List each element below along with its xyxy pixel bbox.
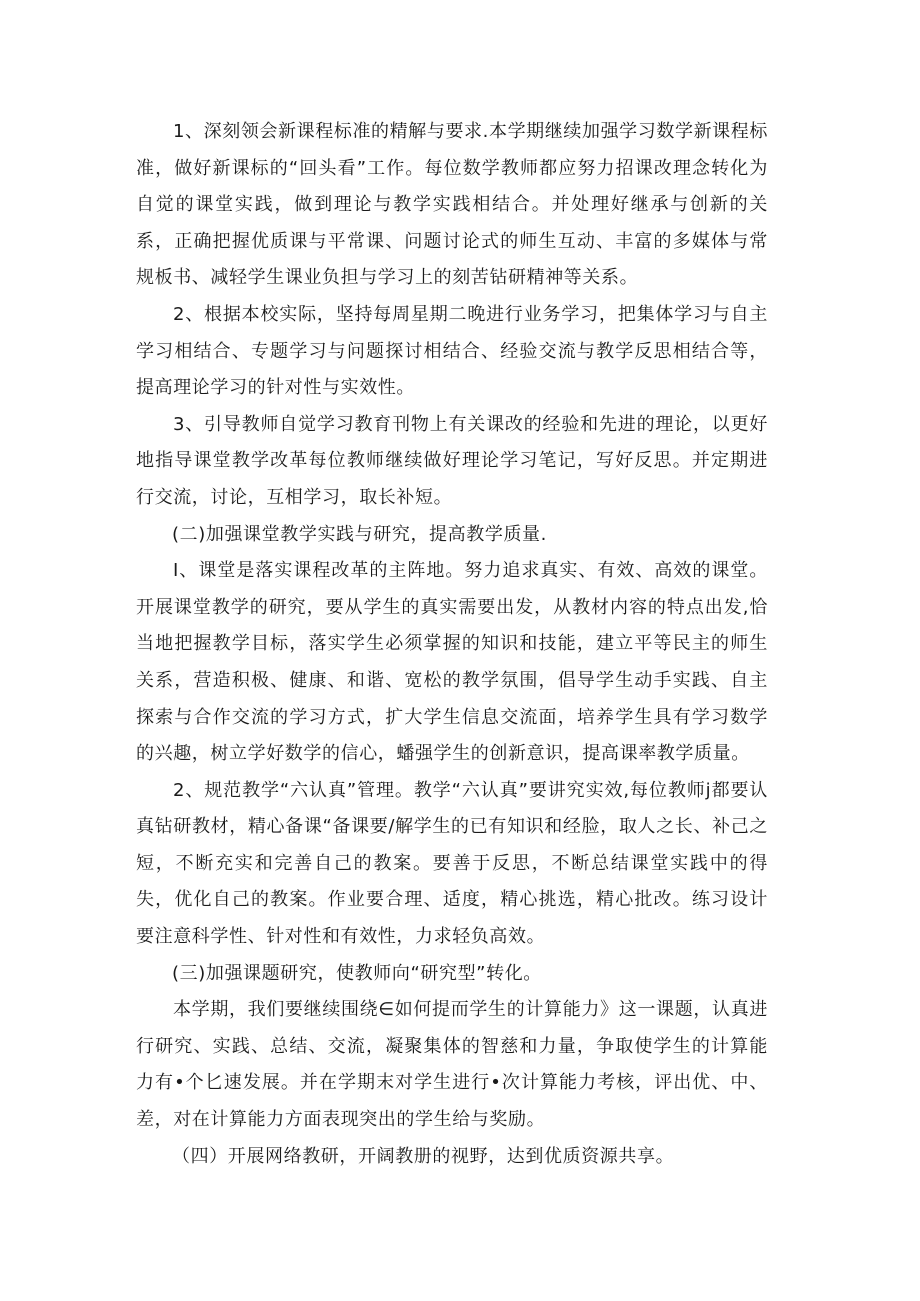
paragraph-6: 本学期，我们要继续围绕∈如何提而学生的计算能力》这一课题，认真进行研究、实践、总结、交流，凝聚集体的智慈和力量，争取使学生的计算能力有•个匕速发展。并在学期末对学生进行•次计算能力考核，评出优、中、差，对在计算能力方面表现突出的学生给与奖励。 (136, 999, 768, 1131)
paragraph-1: 1、深刻领会新课程标准的精解与要求.本学期继续加强学习数学新课程标准，做好新课标的“回头看”工作。每位数学教师都应努力招课改理念转化为自觉的课堂实践，做到理论与教学实践相结合。并处理好继承与创新的关系，正确把握优质课与平常课、问题讨论式的师生互动、丰富的多媒体与常规板书、减轻学生课业负担与学习上的刻苦钻研精神等关系。 (136, 121, 768, 289)
paragraph-5: 2、规范教学“六认真”管理。教学“六认真”要讲究实效,每位教师j都要认真钻研教材，精心备课“备课要/解学生的已有知识和经脸，取人之长、补己之短，不断充实和完善自己的教案。要善于反思，不断总结课堂实践中的得失，优化自己的教案。作业要合理、适度，精心挑选，精心批改。练习设计要注意科学性、针对性和有效性，力求轻负高效。 (136, 779, 768, 948)
section-heading-2: (二)加强课堂教学实践与研究，提高教学质量. (172, 523, 547, 545)
paragraph-2: 2、根据本校实际，坚持每周星期二晚进行业务学习，把集体学习与自主学习相结合、专题学习与问题探讨相结合、经验交流与教学反思相结合等，提高理论学习的针对性与实效性。 (136, 303, 768, 399)
paragraph-3: 3、引导教师自觉学习教育刊物上有关课改的经验和先进的理论，以更好地指导课堂教学改革每位教师继续做好理论学习笔记，写好反思。并定期进行交流，讨论，互相学习，取长补短。 (136, 413, 768, 508)
paragraph-4: I、课堂是落实课程改革的主阵地。努力追求真实、有效、高效的课堂。开展课堂教学的研究，要从学生的真实需要出发，从教材内容的特点出发,恰当地把握教学目标，落实学生必须掌握的知识和技能，建立平等民主的师生关系，营造积极、健康、和谐、宽松的教学氛围，倡导学生动手实践、自主探索与合作交流的学习方式，扩大学生信息交流面，培养学生具有学习数学的兴趣，树立学好数学的信心，蟠强学生的创新意识，提高课率教学质量。 (136, 560, 768, 765)
section-heading-4: （四）开展网络教研，开阔教册的视野，达到优质资源共享。 (172, 1145, 675, 1167)
section-heading-3: (三)加强课题研究，使教师向“研究型”转化。 (172, 962, 542, 984)
